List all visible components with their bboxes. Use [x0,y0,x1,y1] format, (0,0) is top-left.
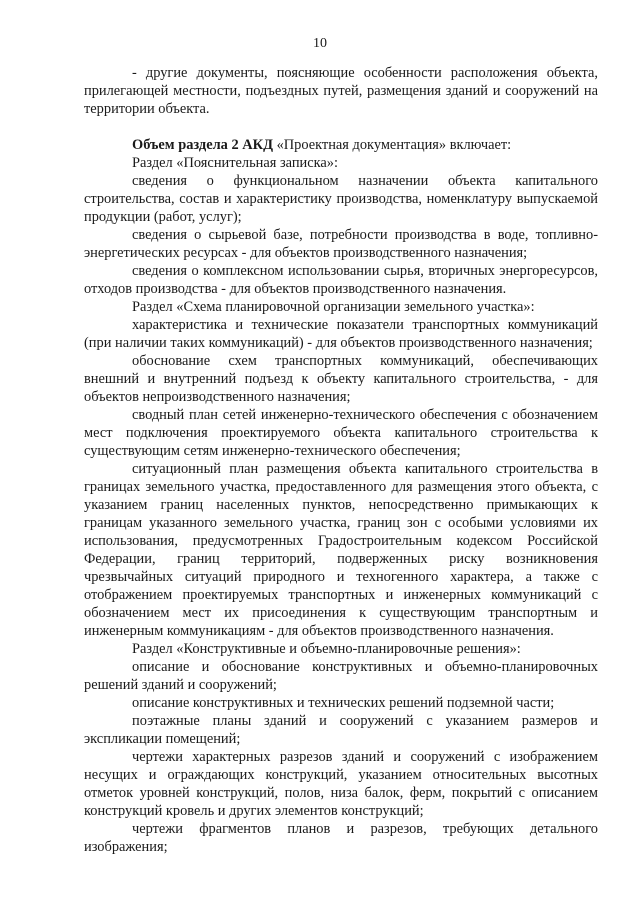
page-number: 10 [313,36,327,51]
document-body [84,64,598,856]
section-heading-bold: Объем раздела 2 АКД [132,137,273,153]
list-item: ситуационный план размещения объекта капитального строительства в границах земельного участка, предоставленного для размещения этого объекта, с указанием границ населенных пунктов, непосредственно примыкающих к границам указанного земельного участка, границ зон с особыми условиями их использования, предусмотренных Градостроительным кодексом Российской Федерации, границ территорий, подверженных риску возникновения чрезвычайных ситуаций природного и техногенного характера, а также с отображением проектируемых транспортных и инженерных коммуникаций с обозначением мест их присоединения к существующим транспортным и инженерным коммуникациям - для объектов производственного назначения. [84,461,598,639]
subsection-site-plan: Раздел «Схема планировочной организации земельного участка»: [132,299,535,315]
list-item: сводный план сетей инженерно-технического обеспечения с обозначением мест подключения проектируемого объекта капитального строительства к существующим сетям инженерно-технического обеспечения; [84,407,598,459]
list-item: сведения о сырьевой базе, потребности производства в воде, топливно-энергетических ресурсах - для объектов производственного назначения; [84,227,598,261]
subsection-explanatory-note: Раздел «Пояснительная записка»: [132,155,338,171]
list-item: характеристика и технические показатели транспортных коммуникаций (при наличии таких коммуникаций) - для объектов производственного назначения; [84,317,598,351]
list-item: сведения о комплексном использовании сырья, вторичных энергоресурсов, отходов производства - для объектов производственного назначения. [84,263,598,297]
section-heading-rest: «Проектная документация» включает: [272,137,512,153]
list-item: описание конструктивных и технических решений подземной части; [132,695,555,711]
section-heading [84,136,598,154]
subsection-structural-solutions: Раздел «Конструктивные и объемно-планировочные решения»: [132,641,521,657]
paragraph-other-documents: - другие документы, поясняющие особенности расположения объекта, прилегающей местности, подъездных путей, размещения зданий и сооружений на территории объекта. [84,65,598,117]
list-item: обоснование схем транспортных коммуникаций, обеспечивающих внешний и внутренний подъезд к объекту капитального строительства, - для объектов непроизводственного назначения; [84,353,598,405]
list-item: поэтажные планы зданий и сооружений с указанием размеров и экспликации помещений; [84,713,598,747]
list-item: чертежи характерных разрезов зданий и сооружений с изображением несущих и ограждающих конструкций, указанием относительных высотных отметок уровней конструкций, полов, низа балок, ферм, покрытий с описанием конструкций кровель и других элементов конструкций; [84,749,598,819]
list-item: чертежи фрагментов планов и разрезов, требующих детального изображения; [84,821,598,855]
paragraph-spacer [84,118,598,136]
list-item: описание и обоснование конструктивных и объемно-планировочных решений зданий и сооружений; [84,659,598,693]
list-item: сведения о функциональном назначении объекта капитального строительства, состав и характеристику производства, номенклатуру выпускаемой продукции (работ, услуг); [84,173,598,225]
